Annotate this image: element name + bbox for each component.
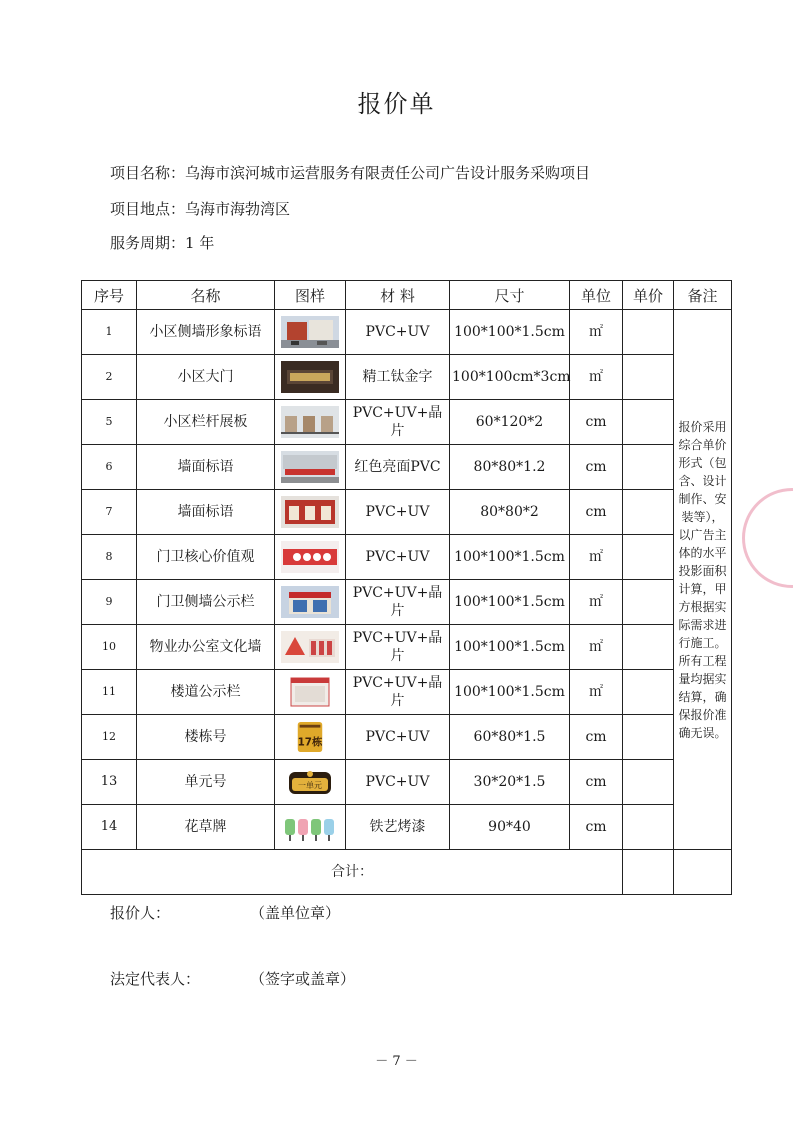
row-price <box>623 355 674 400</box>
row-no: 9 <box>82 580 137 625</box>
table-row <box>82 580 732 625</box>
service-period-value: 1 年 <box>185 234 215 252</box>
building-number-text: 17栋 <box>297 736 323 749</box>
table-header-row <box>82 281 732 310</box>
project-name-label: 项目名称： <box>110 164 186 182</box>
row-size: 100*100*1.5cm <box>450 670 570 715</box>
row-material: PVC+UV+晶片 <box>346 400 450 445</box>
row-size: 80*80*2 <box>450 490 570 535</box>
gate-sign-photo <box>281 361 339 393</box>
table-row <box>82 715 732 760</box>
row-unit: cm <box>570 445 623 490</box>
row-unit: cm <box>570 760 623 805</box>
company-seal-stamp <box>742 488 793 588</box>
table-row <box>82 355 732 400</box>
row-name: 墙面标语 <box>137 490 275 535</box>
page-title: 报价单 <box>357 90 436 118</box>
row-material: PVC+UV+晶片 <box>346 670 450 715</box>
row-material: PVC+UV <box>346 715 450 760</box>
unit-number-plate <box>281 766 339 798</box>
wall-slogan-photo <box>281 451 339 483</box>
row-name: 小区栏杆展板 <box>137 400 275 445</box>
row-price <box>623 490 674 535</box>
guardhouse-board-photo <box>281 586 339 618</box>
row-material: PVC+UV <box>346 760 450 805</box>
row-unit: cm <box>570 400 623 445</box>
project-name-value: 乌海市滨河城市运营服务有限责任公司广告设计服务采购项目 <box>185 164 591 182</box>
row-unit: cm <box>570 715 623 760</box>
quoter-hint: （盖单位章） <box>250 904 341 922</box>
header-no: 序号 <box>82 281 137 310</box>
row-name: 门卫核心价值观 <box>137 535 275 580</box>
header-name: 名称 <box>137 281 275 310</box>
row-no: 6 <box>82 445 137 490</box>
header-unit: 单位 <box>570 281 623 310</box>
row-image <box>275 715 346 760</box>
row-unit: ㎡ <box>570 580 623 625</box>
table-row <box>82 535 732 580</box>
row-size: 30*20*1.5 <box>450 760 570 805</box>
row-no: 7 <box>82 490 137 535</box>
header-price: 单价 <box>623 281 674 310</box>
total-label: 合计： <box>82 850 623 895</box>
culture-wall-photo <box>281 631 339 663</box>
row-name: 楼道公示栏 <box>137 670 275 715</box>
row-unit: ㎡ <box>570 625 623 670</box>
row-price <box>623 535 674 580</box>
row-unit: cm <box>570 805 623 850</box>
row-material: 铁艺烤漆 <box>346 805 450 850</box>
wall-slogan-red-photo <box>281 496 339 528</box>
row-material: PVC+UV <box>346 490 450 535</box>
row-name: 花草牌 <box>137 805 275 850</box>
row-name: 单元号 <box>137 760 275 805</box>
row-image <box>275 535 346 580</box>
row-unit: ㎡ <box>570 310 623 355</box>
core-values-board-photo <box>281 541 339 573</box>
total-row <box>82 850 732 895</box>
row-material: PVC+UV+晶片 <box>346 580 450 625</box>
row-price <box>623 715 674 760</box>
row-size: 100*100*1.5cm <box>450 535 570 580</box>
row-size: 60*120*2 <box>450 400 570 445</box>
row-unit: ㎡ <box>570 670 623 715</box>
service-period-label: 服务周期： <box>110 234 186 252</box>
row-size: 60*80*1.5 <box>450 715 570 760</box>
project-name-line <box>110 162 590 183</box>
header-image: 图样 <box>275 281 346 310</box>
row-size: 100*100*1.5cm <box>450 625 570 670</box>
row-material: PVC+UV <box>346 535 450 580</box>
row-unit: ㎡ <box>570 535 623 580</box>
row-no: 10 <box>82 625 137 670</box>
flower-signs-photo <box>281 811 339 843</box>
table-row <box>82 670 732 715</box>
row-no: 14 <box>82 805 137 850</box>
row-image <box>275 445 346 490</box>
row-unit: cm <box>570 490 623 535</box>
building-facade-photo <box>281 316 339 348</box>
header-remark: 备注 <box>674 281 732 310</box>
row-name: 小区侧墙形象标语 <box>137 310 275 355</box>
row-no: 11 <box>82 670 137 715</box>
railing-board-photo <box>281 406 339 438</box>
row-price <box>623 400 674 445</box>
row-size: 100*100*1.5cm <box>450 580 570 625</box>
row-image <box>275 355 346 400</box>
row-size: 80*80*1.2 <box>450 445 570 490</box>
row-name: 墙面标语 <box>137 445 275 490</box>
row-image <box>275 400 346 445</box>
remark-cell: 报价采用综合单价形式（包含、设计制作、安装等），以广告主体的水平投影面积计算，甲方根据实际需求进行施工。所有工程量均据实结算，确保报价准确无误。 <box>674 310 732 850</box>
building-number-plate <box>281 721 339 753</box>
row-no: 5 <box>82 400 137 445</box>
row-image <box>275 580 346 625</box>
unit-number-text: 一单元 <box>298 781 322 790</box>
header-size: 尺寸 <box>450 281 570 310</box>
legal-rep-hint: （签字或盖章） <box>250 970 356 988</box>
row-size: 90*40 <box>450 805 570 850</box>
row-material: PVC+UV+晶片 <box>346 625 450 670</box>
service-period-line <box>110 232 214 253</box>
row-image <box>275 805 346 850</box>
row-no: 2 <box>82 355 137 400</box>
table-row <box>82 625 732 670</box>
total-value <box>623 850 674 895</box>
row-unit: ㎡ <box>570 355 623 400</box>
row-name: 门卫侧墙公示栏 <box>137 580 275 625</box>
row-price <box>623 625 674 670</box>
row-image <box>275 625 346 670</box>
row-price <box>623 670 674 715</box>
row-price <box>623 580 674 625</box>
project-location-label: 项目地点： <box>110 200 186 218</box>
header-material: 材 料 <box>346 281 450 310</box>
total-remark <box>674 850 732 895</box>
quoter-label: 报价人： <box>110 904 171 922</box>
table-row <box>82 805 732 850</box>
table-row <box>82 445 732 490</box>
row-image <box>275 670 346 715</box>
table-row <box>82 310 732 355</box>
row-no: 13 <box>82 760 137 805</box>
row-name: 小区大门 <box>137 355 275 400</box>
row-material: 精工钛金字 <box>346 355 450 400</box>
row-size: 100*100cm*3cm <box>450 355 570 400</box>
table-row <box>82 490 732 535</box>
row-image <box>275 760 346 805</box>
row-material: 红色亮面PVC <box>346 445 450 490</box>
row-no: 8 <box>82 535 137 580</box>
row-material: PVC+UV <box>346 310 450 355</box>
row-price <box>623 805 674 850</box>
project-location-line <box>110 198 290 219</box>
row-price <box>623 760 674 805</box>
row-no: 1 <box>82 310 137 355</box>
page-number: － 7 － <box>375 1054 418 1069</box>
row-image <box>275 310 346 355</box>
row-name: 物业办公室文化墙 <box>137 625 275 670</box>
table-row <box>82 400 732 445</box>
row-price <box>623 310 674 355</box>
legal-rep-label: 法定代表人： <box>110 970 201 988</box>
table-row <box>82 760 732 805</box>
row-no: 12 <box>82 715 137 760</box>
row-size: 100*100*1.5cm <box>450 310 570 355</box>
row-name: 楼栋号 <box>137 715 275 760</box>
row-price <box>623 445 674 490</box>
row-image <box>275 490 346 535</box>
quote-table <box>81 280 732 895</box>
project-location-value: 乌海市海勃湾区 <box>185 200 291 218</box>
corridor-board-photo <box>281 676 339 708</box>
